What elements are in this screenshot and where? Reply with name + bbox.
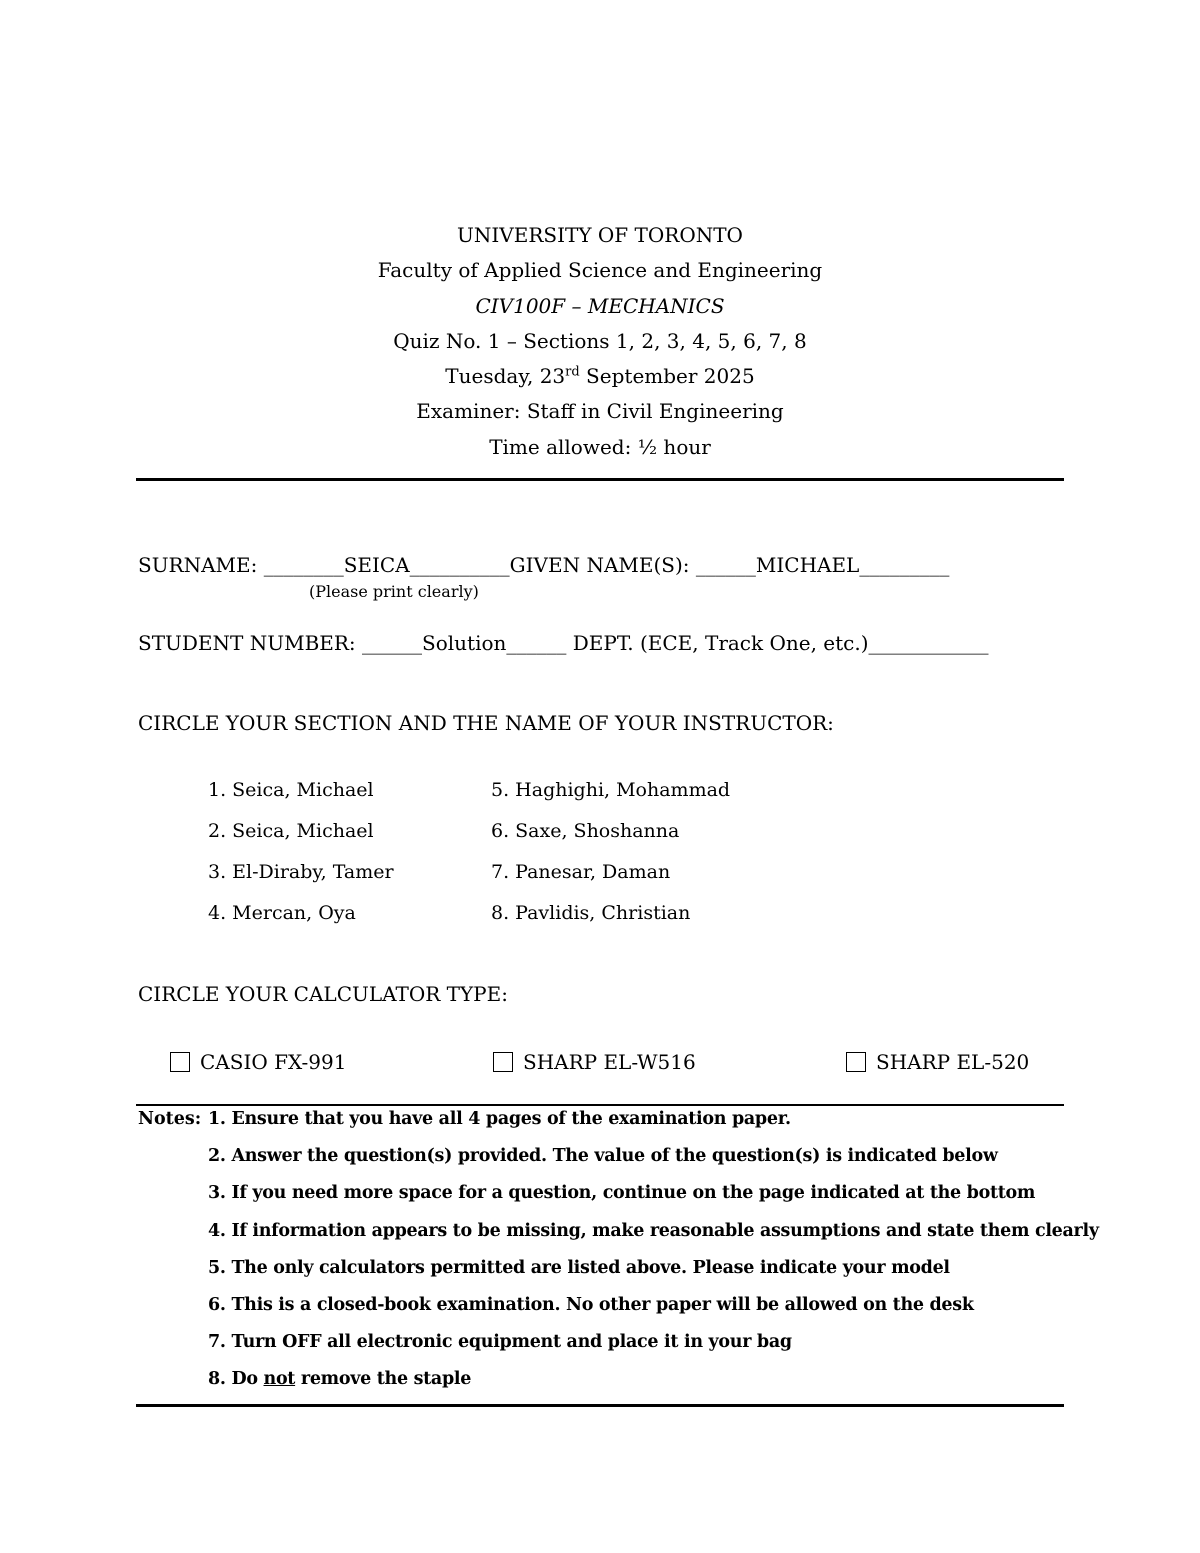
exam-header bbox=[0, 218, 1200, 465]
surname-given-name-line: SURNAME: ________SEICA__________GIVEN NAME(S): ______MICHAEL_________ bbox=[138, 553, 950, 577]
note-item-staple bbox=[208, 1366, 471, 1403]
exam-date bbox=[0, 359, 1200, 394]
calculator-label: CASIO FX-991 bbox=[200, 1050, 347, 1074]
date-suffix: September 2025 bbox=[579, 364, 755, 389]
note-item: 1. Ensure that you have all 4 pages of the examination paper. bbox=[208, 1109, 791, 1129]
note-prefix: 8. Do bbox=[208, 1369, 264, 1390]
note-suffix: remove the staple bbox=[295, 1369, 472, 1390]
section-option[interactable]: 1. Seica, Michael bbox=[208, 779, 374, 801]
note-emphasis: not bbox=[263, 1369, 296, 1390]
section-option[interactable]: 6. Saxe, Shoshanna bbox=[491, 820, 680, 842]
calculator-option-sharp-w516[interactable] bbox=[493, 1050, 696, 1074]
date-ordinal: rd bbox=[565, 364, 580, 380]
section-option[interactable]: 8. Pavlidis, Christian bbox=[491, 902, 691, 924]
calculator-option-sharp-520[interactable] bbox=[846, 1050, 1029, 1074]
section-option[interactable]: 5. Haghighi, Mohammad bbox=[491, 779, 731, 801]
course-title: CIV100F – MECHANICS bbox=[475, 293, 725, 318]
notes-label: Notes: bbox=[138, 1109, 202, 1129]
time-allowed: Time allowed: ½ hour bbox=[489, 434, 711, 459]
checkbox-casio[interactable] bbox=[170, 1052, 190, 1072]
date-prefix: Tuesday, 23 bbox=[445, 364, 566, 389]
student-number-line: STUDENT NUMBER: ______Solution______ DEPT. (ECE, Track One, etc.)____________ bbox=[138, 631, 989, 655]
calculator-label: SHARP EL-W516 bbox=[523, 1050, 696, 1074]
section-heading: CIRCLE YOUR SECTION AND THE NAME OF YOUR INSTRUCTOR: bbox=[138, 711, 834, 735]
checkbox-sharp-w516[interactable] bbox=[493, 1052, 513, 1072]
section-option[interactable]: 2. Seica, Michael bbox=[208, 820, 374, 842]
header-divider bbox=[136, 478, 1064, 481]
note-item: 6. This is a closed-book examination. No other paper will be allowed on the desk bbox=[208, 1294, 974, 1315]
note-item: 2. Answer the question(s) provided. The value of the question(s) is indicated below bbox=[208, 1146, 998, 1167]
section-option[interactable]: 3. El-Diraby, Tamer bbox=[208, 861, 394, 883]
faculty-name: Faculty of Applied Science and Engineering bbox=[377, 258, 823, 283]
quiz-title: Quiz No. 1 – Sections 1, 2, 3, 4, 5, 6, 7, 8 bbox=[393, 328, 807, 353]
university-name: UNIVERSITY OF TORONTO bbox=[457, 223, 743, 247]
notes-bottom-divider bbox=[136, 1404, 1064, 1407]
calculator-heading: CIRCLE YOUR CALCULATOR TYPE: bbox=[138, 982, 508, 1006]
print-clearly-note: (Please print clearly) bbox=[309, 582, 479, 601]
calculator-label: SHARP EL-520 bbox=[876, 1050, 1030, 1074]
section-option[interactable]: 4. Mercan, Oya bbox=[208, 902, 356, 924]
checkbox-sharp-520[interactable] bbox=[846, 1052, 866, 1072]
note-item: 4. If information appears to be missing, make reasonable assumptions and state them clearly bbox=[208, 1220, 1099, 1241]
note-item: 3. If you need more space for a question, continue on the page indicated at the bottom bbox=[208, 1183, 1036, 1204]
notes-block bbox=[138, 1106, 1099, 1404]
examiner: Examiner: Staff in Civil Engineering bbox=[416, 399, 784, 424]
section-option[interactable]: 7. Panesar, Daman bbox=[491, 861, 671, 883]
note-item: 5. The only calculators permitted are listed above. Please indicate your model bbox=[208, 1257, 950, 1278]
note-item: 7. Turn OFF all electronic equipment and place it in your bag bbox=[208, 1332, 792, 1353]
calculator-option-casio[interactable] bbox=[170, 1050, 346, 1074]
